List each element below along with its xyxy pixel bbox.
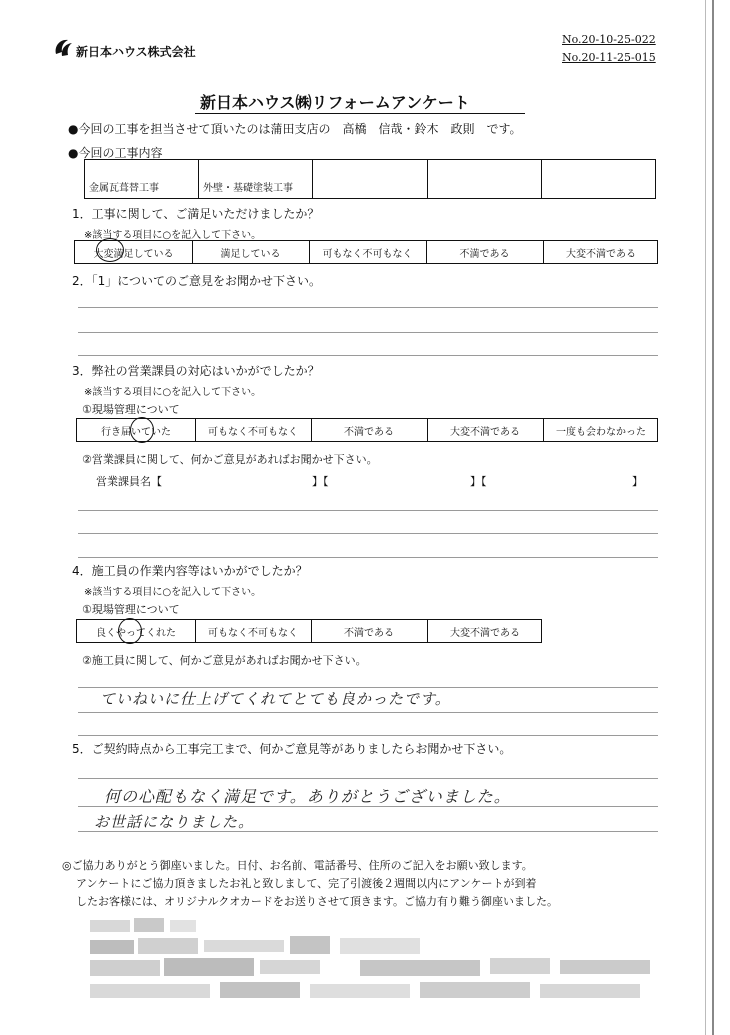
work-item: 外壁・基礎塗装工事 xyxy=(203,183,293,194)
q4-options-table xyxy=(76,619,542,643)
page-edge xyxy=(705,0,706,1035)
q4-line xyxy=(78,712,658,713)
q3-question: 3．弊社の営業課員の対応はいかがでしたか？ xyxy=(72,364,320,378)
q1-option[interactable]: 満足している xyxy=(192,241,310,263)
q3-note: ※該当する項目に○を記入して下さい。 xyxy=(84,387,262,398)
q3-bracket: 】 xyxy=(632,475,643,488)
q3-selected-circle xyxy=(130,417,154,443)
work-cell xyxy=(199,160,313,198)
q3-line xyxy=(78,557,658,558)
q1-option[interactable]: 大変不満である xyxy=(566,248,636,260)
q4-line xyxy=(78,735,658,736)
redacted-personal-info xyxy=(80,910,660,1020)
q3-sub1: ①現場管理について xyxy=(82,403,180,416)
q3-line xyxy=(78,510,658,511)
q1-option[interactable]: 可もなく不可もなく xyxy=(309,241,427,263)
q1-option[interactable]: 大変満足している xyxy=(75,241,193,263)
doc-number-2: No.20-11-25-015 xyxy=(562,51,656,64)
q5-line xyxy=(78,806,658,807)
q3-bracket: 】【 xyxy=(470,475,487,488)
q2-line xyxy=(78,355,658,356)
q4-question: 4．施工員の作業内容等はいかがでしたか？ xyxy=(72,564,308,578)
title-underline xyxy=(195,113,525,114)
q3-option[interactable]: 不満である xyxy=(311,419,428,441)
footer-line-3: したお客様には、オリジナルクオカードをお送りさせて頂きます。ご協力有り難う御座いました。 xyxy=(76,895,559,908)
q4-sub1: ①現場管理について xyxy=(82,603,180,616)
q4-selected-circle xyxy=(118,618,142,644)
page-title: 新日本ハウス㈱リフォームアンケート xyxy=(200,93,470,112)
q4-note: ※該当する項目に○を記入して下さい。 xyxy=(84,587,262,598)
q2-line xyxy=(78,307,658,308)
footer-line-1: ◎ご協力ありがとう御座いました。日付、お名前、電話番号、住所のご記入をお願い致します。 xyxy=(62,859,533,872)
q2-line xyxy=(78,332,658,333)
q3-sub2: ②営業課員に関して、何かご意見があればお聞かせ下さい。 xyxy=(82,453,378,466)
q3-line xyxy=(78,533,658,534)
q4-option[interactable]: 大変不満である xyxy=(450,627,520,639)
company-logo-icon xyxy=(52,36,74,58)
q4-option[interactable]: 可もなく不可もなく xyxy=(195,620,312,642)
q3-options-table xyxy=(76,418,658,442)
q5-answer-line1: 何の心配もなく満足です。ありがとうございました。 xyxy=(104,787,511,806)
q2-question: 2．「1」についてのご意見をお聞かせ下さい。 xyxy=(72,274,322,288)
q3-bracket: 】【 xyxy=(312,475,329,488)
q5-line xyxy=(78,831,658,832)
q4-answer: ていねいに仕上げてくれてとても良かったです。 xyxy=(100,690,451,708)
q1-options-table xyxy=(74,240,658,264)
q5-question: 5．ご契約時点から工事完工まで、何かご意見等がありましたらお聞かせ下さい。 xyxy=(72,742,512,756)
q3-option[interactable]: 一度も会わなかった xyxy=(556,426,646,438)
doc-number-1: No.20-10-25-022 xyxy=(562,33,656,46)
q1-note: ※該当する項目に○を記入して下さい。 xyxy=(84,230,262,241)
q1-option[interactable]: 不満である xyxy=(426,241,544,263)
q4-option[interactable]: 不満である xyxy=(311,620,428,642)
q5-answer-line2: お世話になりました。 xyxy=(94,813,255,831)
intro-text: ●今回の工事を担当させて頂いたのは蒲田支店の 高橋 信哉・鈴木 政則 です。 xyxy=(68,122,522,136)
work-cell xyxy=(313,160,428,198)
q1-selected-circle xyxy=(96,238,124,262)
work-cell xyxy=(85,160,199,198)
work-item: 金属瓦葺替工事 xyxy=(89,183,159,194)
page-edge-dark xyxy=(712,0,714,1035)
q3-option[interactable]: 大変不満である xyxy=(427,419,544,441)
q4-option[interactable]: 良くやってくれた xyxy=(77,620,196,642)
work-content-table xyxy=(84,159,656,199)
q4-sub2: ②施工員に関して、何かご意見があればお聞かせ下さい。 xyxy=(82,654,367,667)
work-cell xyxy=(427,160,542,198)
work-heading: ●今回の工事内容 xyxy=(68,146,163,160)
q3-option[interactable]: 行き届いていた xyxy=(77,419,196,441)
footer-line-2: アンケートにご協力頂きましたお礼と致しまして、完了引渡後２週間以内にアンケートが到着 xyxy=(76,877,537,890)
q5-line xyxy=(78,778,658,779)
company-name: 新日本ハウス株式会社 xyxy=(76,45,196,59)
q1-question: 1．工事に関して、ご満足いただけましたか？ xyxy=(72,207,320,221)
work-cell xyxy=(541,160,657,198)
q3-name-label: 営業課員名【 xyxy=(96,475,162,488)
q3-option[interactable]: 可もなく不可もなく xyxy=(195,419,312,441)
